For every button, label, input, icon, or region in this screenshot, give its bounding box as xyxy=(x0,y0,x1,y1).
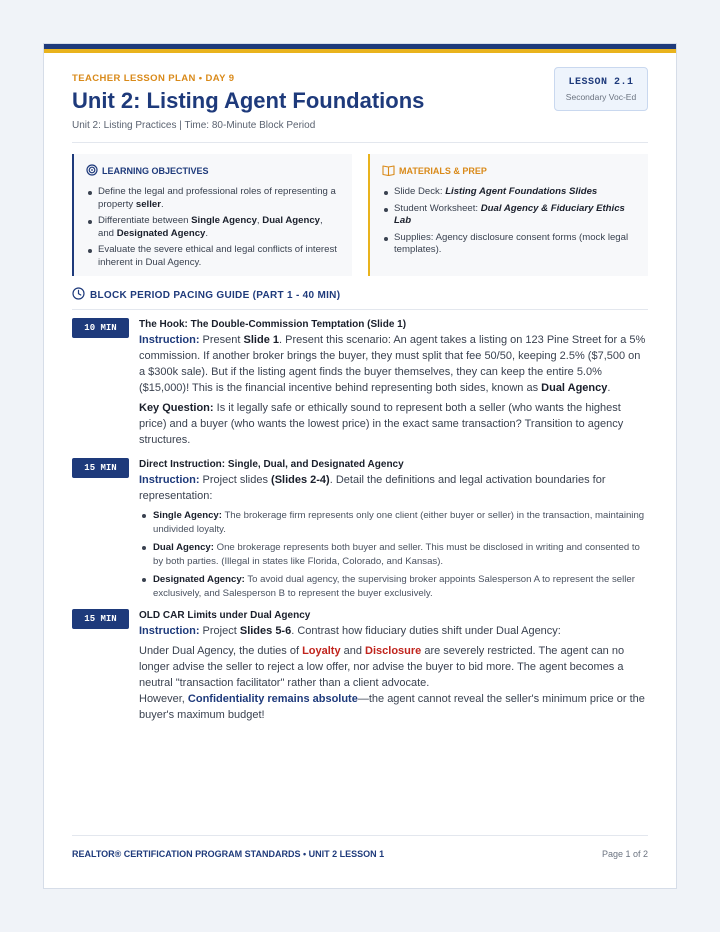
footer-standards: REALTOR® CERTIFICATION PROGRAM STANDARDS • UNIT 2 LESSON 1 xyxy=(72,849,385,859)
lesson-page xyxy=(43,43,677,889)
time-badge: 15 MIN xyxy=(72,458,129,478)
confidentiality-paragraph: However, Confidentiality remains absolute—the agent cannot reveal the seller's minimum price or the buyer's maximum budget! xyxy=(139,693,645,721)
material-item: Slide Deck: Listing Agent Foundations Slides xyxy=(382,186,636,199)
objective-item: Evaluate the severe ethical and legal conflicts of interest inherent in Dual Agency. xyxy=(86,244,340,269)
dual-agency-paragraph: Under Dual Agency, the duties of Loyalty and Disclosure are severely restricted. The agent can no longer advise the seller to reject a low offer, nor advise the buyer to bid more. The agent becomes a neutral "transaction facilitator" rather than a client advocate. xyxy=(139,645,625,689)
lesson-badge xyxy=(554,67,648,111)
objective-item: Differentiate between Single Agency, Dual Agency, and Designated Agency. xyxy=(86,215,340,240)
agency-definition-item: Dual Agency: One brokerage represents both buyer and seller. This must be disclosed in writing and consented to by both parties. (Illegal in states like Florida, Colorado, and Kansas). xyxy=(139,541,648,569)
lesson-code: LESSON 2.1 xyxy=(568,77,634,88)
divider xyxy=(72,142,648,143)
agency-definition-item: Designated Agency: To avoid dual agency, the supervising broker appoints Salesperson A to represent the seller exclusively, and Salesperson B to represent the buyer exclusively. xyxy=(139,573,648,601)
book-icon xyxy=(382,164,395,178)
block-title: The Hook: The Double-Commission Temptation (Slide 1) xyxy=(139,319,407,330)
page-footer xyxy=(72,835,648,859)
pacing-block-hook xyxy=(72,318,648,448)
objectives-box xyxy=(72,154,352,276)
time-badge: 15 MIN xyxy=(72,609,129,629)
top-accent-bar xyxy=(44,44,676,53)
instruction-text: Instruction: Present Slide 1. Present this scenario: An agent takes a listing on 123 Pine Street for a 5% commission. If another broker brings the buyer, they must split that fee 50/50, keeping 2.5% ($7,500 on a $300k sale). But if the listing agent finds the buyer themselves, they can keep the entire 5.0% ($15,000)! This is the financial incentive behind representing both sides, known as Dual Agency. xyxy=(139,334,646,394)
time-badge: 10 MIN xyxy=(72,318,129,338)
clock-icon xyxy=(72,287,85,303)
kicker: TEACHER LESSON PLAN • DAY 9 xyxy=(72,73,235,84)
key-question-text: Key Question: Is it legally safe or ethically sound to represent both a seller (who wants the highest price) and a buyer (who wants the lowest price) in the exact same transaction? Transition to agency structures. xyxy=(139,402,624,446)
materials-box xyxy=(368,154,648,276)
page-subtitle: Unit 2: Listing Practices | Time: 80-Minute Block Period xyxy=(72,120,316,131)
material-item: Student Worksheet: Dual Agency & Fiduciary Ethics Lab xyxy=(382,203,636,228)
target-icon xyxy=(86,164,98,178)
lesson-level: Secondary Voc-Ed xyxy=(565,92,637,102)
page-title: Unit 2: Listing Agent Foundations xyxy=(72,88,425,113)
agency-definition-item: Single Agency: The brokerage firm represents only one client (either buyer or seller) in the transaction, maintaining undivided loyalty. xyxy=(139,509,648,537)
instruction-text: Instruction: Project slides (Slides 2-4). Detail the definitions and legal activation boundaries for representation: xyxy=(139,474,606,502)
objective-item: Define the legal and professional roles of representing a property seller. xyxy=(86,186,340,211)
pacing-block-direct-instruction xyxy=(72,458,648,605)
material-item: Supplies: Agency disclosure consent forms (mock legal templates). xyxy=(382,232,636,257)
materials-heading: MATERIALS & PREP xyxy=(399,166,487,176)
objectives-heading: LEARNING OBJECTIVES xyxy=(102,166,209,176)
instruction-text: Instruction: Project Slides 5-6. Contrast how fiduciary duties shift under Dual Agency: xyxy=(139,625,561,637)
pacing-block-old-car xyxy=(72,609,648,723)
block-title: OLD CAR Limits under Dual Agency xyxy=(139,610,311,621)
pacing-heading: BLOCK PERIOD PACING GUIDE (PART 1 - 40 MIN) xyxy=(72,287,648,310)
block-title: Direct Instruction: Single, Dual, and Designated Agency xyxy=(139,459,404,470)
page-number: Page 1 of 2 xyxy=(601,849,648,859)
